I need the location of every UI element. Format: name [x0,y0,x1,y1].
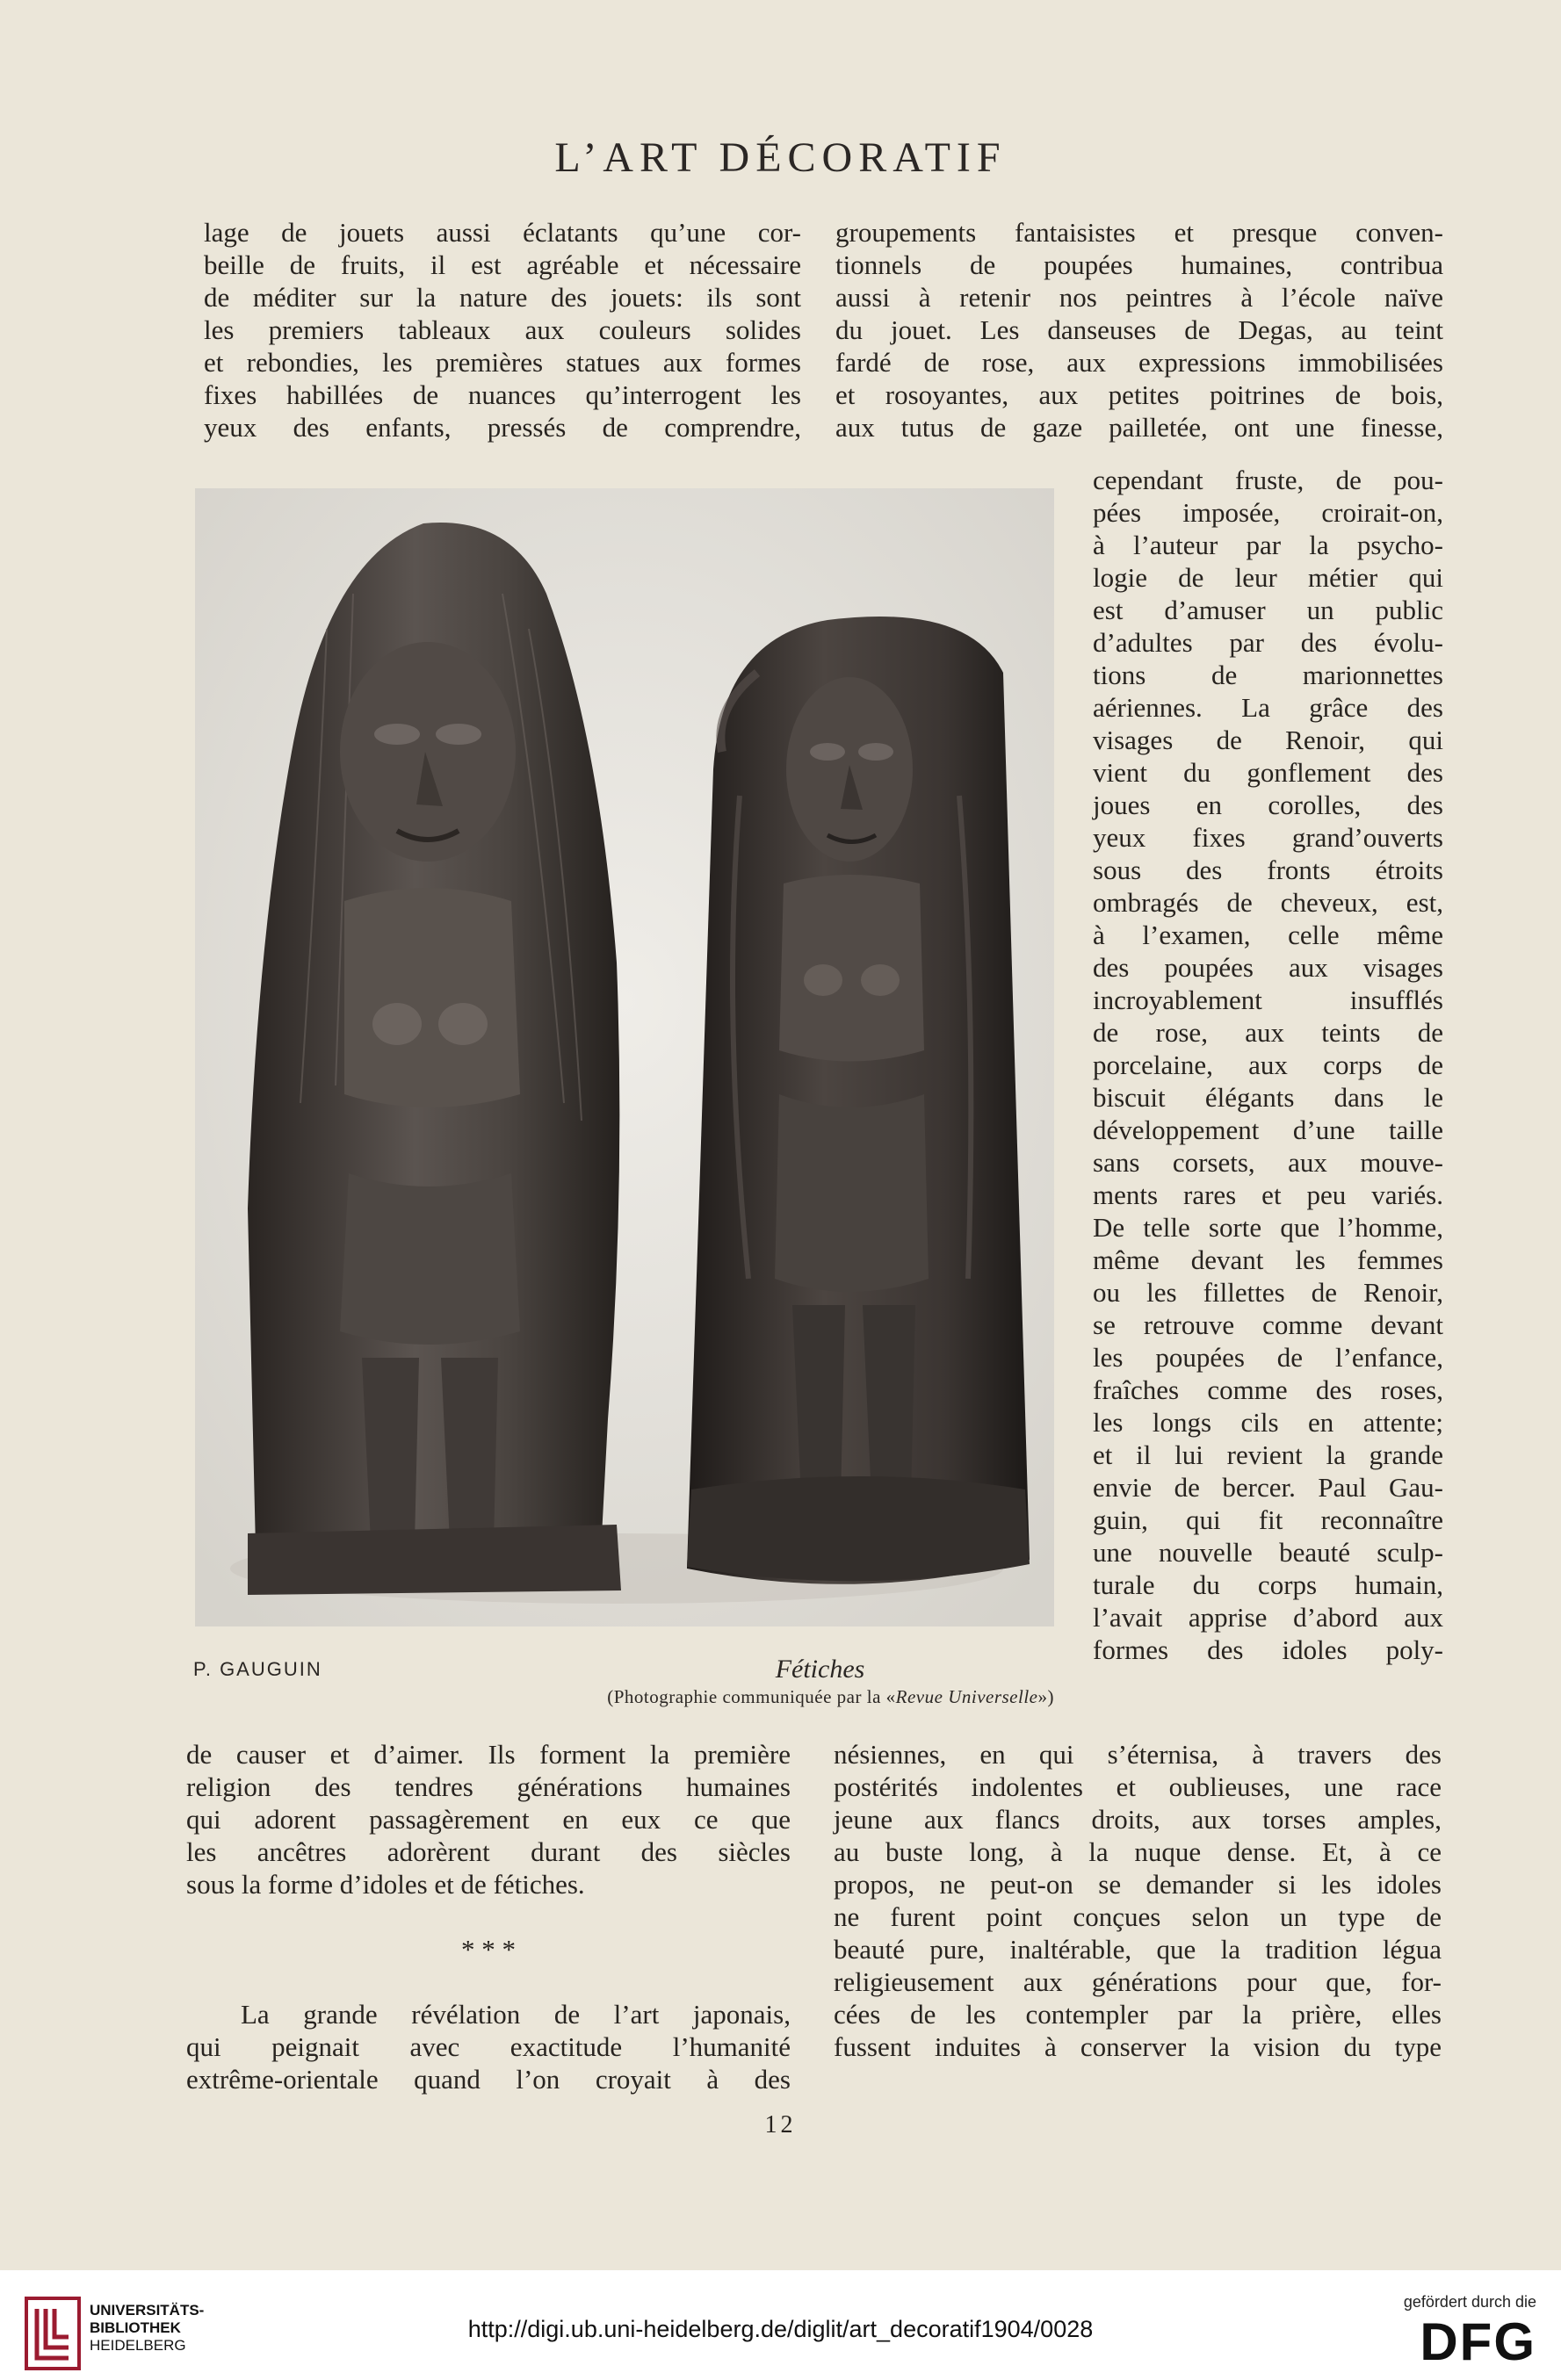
text-line: pées imposée, croirait-on, [1093,497,1443,528]
text-line: l’avait apprise d’abord aux [1093,1602,1443,1633]
right-column-wrap [1093,464,1443,1666]
left-column-bottom [186,1738,791,2095]
text-line: De telle sorte que l’homme, [1093,1212,1443,1243]
left-bottom-para-2 [186,1998,791,2095]
text-line: et il lui revient la grande [1093,1439,1443,1470]
text-line: fraîches comme des roses, [1093,1374,1443,1405]
digitization-footer [0,2270,1561,2380]
text-line: aériennes. La grâce des [1093,692,1443,723]
page-number: 12 [764,2111,797,2138]
text-line: aussi à retenir nos peintres à l’école naïve [835,282,1443,313]
text-line: joues en corolles, des [1093,790,1443,820]
text-line: à l’auteur par la psycho- [1093,530,1443,560]
library-line-1: UNIVERSITÄTS- [90,2302,205,2319]
text-line: religieusement aux générations pour que, for- [834,1966,1442,1997]
text-line: porcelaine, aux corps de [1093,1049,1443,1080]
text-line: yeux des enfants, pressés de comprendre, [204,412,801,443]
text-line: sans corsets, aux mouve- [1093,1147,1443,1178]
text-line: cées de les contempler par la prière, elles [834,1999,1442,2030]
text-line: nésiennes, en qui s’éternisa, à travers des [834,1739,1442,1770]
credit-source: Revue Universelle [895,1686,1038,1707]
section-gap [186,1965,791,1998]
right-column-top [835,216,1443,444]
text-line: sous des fronts étroits [1093,855,1443,885]
text-line: postérités indolentes et oublieuses, une race [834,1771,1442,1802]
library-line-2: BIBLIOTHEK [90,2319,181,2336]
credit-prefix: (Photographie communiquée par la « [607,1686,896,1707]
text-line: de méditer sur la nature des jouets: ils sont [204,282,801,313]
right-idol [687,617,1030,1584]
text-line: ou les fillettes de Renoir, [1093,1277,1443,1308]
text-line: même devant les femmes [1093,1244,1443,1275]
text-line: incroyablement insufflés [1093,984,1443,1015]
text-line: visages de Renoir, qui [1093,725,1443,755]
text-line: propos, ne peut-on se demander si les idoles [834,1869,1442,1900]
text-line: turale du corps humain, [1093,1569,1443,1600]
text-line: fussent induites à conserver la vision du type [834,2031,1442,2062]
text-line: formes des idoles poly- [1093,1634,1443,1665]
text-line: de rose, aux teints de [1093,1017,1443,1048]
figure-title: Fétiches [775,1655,865,1684]
text-line: tions de marionnettes [1093,660,1443,690]
text-line: les longs cils en attente; [1093,1407,1443,1438]
text-line: et rebondies, les premières statues aux formes [204,347,801,378]
text-line: envie de bercer. Paul Gau- [1093,1472,1443,1503]
text-line: les ancêtres adorèrent durant des siècles [186,1836,791,1867]
funded-by-label: gefördert durch die [1403,2293,1536,2311]
text-line: logie de leur métier qui [1093,562,1443,593]
text-line: est d’amuser un public [1093,595,1443,625]
text-line: se retrouve comme devant [1093,1309,1443,1340]
text-line: extrême-orientale quand l’on croyait à des [186,2064,791,2095]
text-line: La grande révélation de l’art japonais, [241,1999,791,2030]
text-line: beille de fruits, il est agréable et nécessaire [204,249,801,280]
text-line: une nouvelle beauté sculp- [1093,1537,1443,1568]
text-line: d’adultes par des évolu- [1093,627,1443,658]
text-line: les premiers tableaux aux couleurs solides [204,314,801,345]
text-line: fardé de rose, aux expressions immobilisées [835,347,1443,378]
running-head: L’ART DÉCORATIF [554,134,1007,181]
text-line: jeune aux flancs droits, aux torses amples, [834,1804,1442,1835]
library-line-3: HEIDELBERG [90,2337,186,2354]
text-line: guin, qui fit reconnaître [1093,1504,1443,1535]
figure-credit [607,1686,1054,1708]
text-line: yeux fixes grand’ouverts [1093,822,1443,853]
text-line: ments rares et peu variés. [1093,1179,1443,1210]
text-line: développement d’une taille [1093,1114,1443,1145]
text-line: ne furent point conçues selon un type de [834,1901,1442,1932]
text-line: qui adorent passagèrement en eux ce que [186,1804,791,1835]
text-line: lage de jouets aussi éclatants qu’une cor- [204,217,801,248]
text-line: religion des tendres générations humaines [186,1771,791,1802]
text-line: cependant fruste, de pou- [1093,465,1443,495]
left-column-top [204,216,801,444]
section-gap [186,1900,791,1933]
left-bottom-para-1 [186,1738,791,1900]
text-line: des poupées aux visages [1093,952,1443,983]
right-column-bottom [834,1738,1442,2063]
section-asterisks: * * * [461,1934,516,1965]
text-line: les poupées de l’enfance, [1093,1342,1443,1373]
figure-artist: P. GAUGUIN [193,1658,322,1680]
text-line: tionnels de poupées humaines, contribua [835,249,1443,280]
text-line: qui peignait avec exactitude l’humanité [186,2031,791,2062]
text-line: fixes habillées de nuances qu’interrogent les [204,379,801,410]
text-line: de causer et d’aimer. Ils forment la première [186,1739,791,1770]
text-line: à l’examen, celle même [1093,920,1443,950]
text-line: beauté pure, inaltérable, que la tradition légua [834,1934,1442,1965]
text-line: au buste long, à la nuque dense. Et, à ce [834,1836,1442,1867]
credit-suffix: ») [1037,1686,1054,1707]
text-line: aux tutus de gaze pailletée, ont une finesse, [835,412,1443,443]
text-line: vient du gonflement des [1093,757,1443,788]
fetiches-photograph [195,488,1054,1626]
dfg-logo: DFG [1420,2312,1536,2371]
text-line: groupements fantaisistes et presque conven- [835,217,1443,248]
text-line: biscuit élégants dans le [1093,1082,1443,1113]
text-line: et rosoyantes, aux petites poitrines de bois, [835,379,1443,410]
text-line: ombragés de cheveux, est, [1093,887,1443,918]
text-line: sous la forme d’idoles et de fétiches. [186,1869,585,1900]
permalink-url[interactable]: http://digi.ub.uni-heidelberg.de/diglit/art_decoratif1904/0028 [467,2316,1094,2342]
text-line: du jouet. Les danseuses de Degas, au teint [835,314,1443,345]
